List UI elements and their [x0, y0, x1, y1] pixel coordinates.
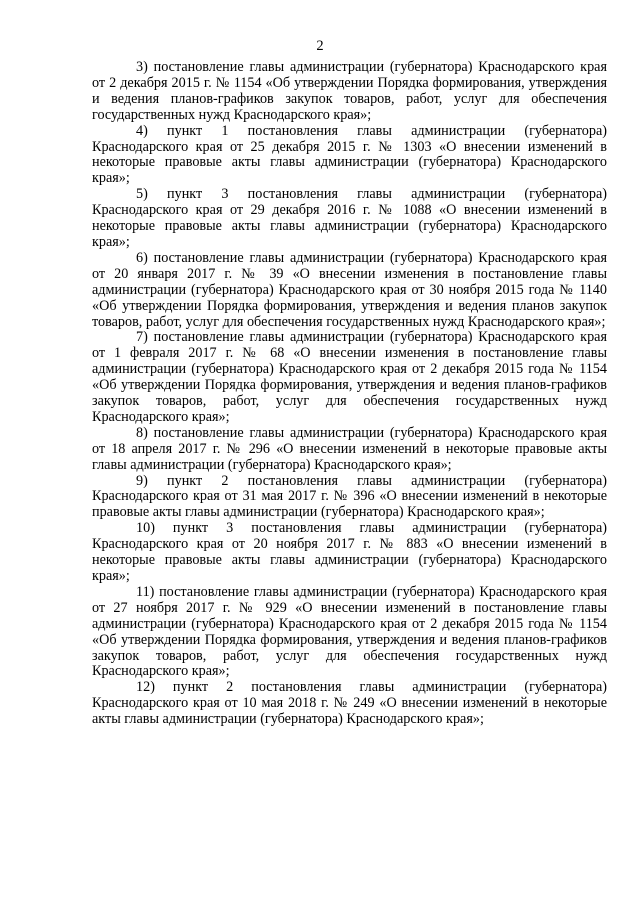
list-item: 11) постановление главы администрации (губернатора) Краснодарского края от 27 ноября 2017 г. № 929 «О внесении изменений в постановление главы администрации (губернатора) Краснодарского края от 2 декабря 2015 года № 1154 «Об утверждении Порядка формирования, утверждения и ведения планов-графиков закупок товаров, работ, услуг для обеспечения государственных нужд Краснодарского края»; — [92, 583, 607, 680]
document-body — [92, 60, 607, 728]
list-item: 3) постановление главы администрации (губернатора) Краснодарского края от 2 декабря 2015 г. № 1154 «Об утверждении Порядка формирования, утверждения и ведения планов-графиков закупок товаров, работ, услуг для обеспечения государственных нужд Краснодарского края»; — [92, 59, 607, 123]
list-item: 6) постановление главы администрации (губернатора) Краснодарского края от 20 января 2017 г. № 39 «О внесении изменения в постановление главы администрации (губернатора) Краснодарского края от 30 ноября 2015 года № 1140 «Об утверждении Порядка формирования, утверждения и ведения планов закупок товаров, работ, услуг для обеспечения государственных нужд Краснодарского края»; — [92, 249, 607, 330]
list-item: 5) пункт 3 постановления главы администрации (губернатора) Краснодарского края от 29 декабря 2016 г. № 1088 «О внесении изменений в некоторые правовые акты главы администрации (губернатора) Краснодарского края»; — [92, 186, 607, 250]
list-item: 9) пункт 2 постановления главы администрации (губернатора) Краснодарского края от 31 мая 2017 г. № 396 «О внесении изменений в некоторые правовые акты главы администрации (губернатора) Краснодарского края»; — [92, 472, 607, 521]
list-item: 8) постановление главы администрации (губернатора) Краснодарского края от 18 апреля 2017 г. № 296 «О внесении изменений в некоторые правовые акты главы администрации (губернатора) Краснодарского края»; — [92, 424, 607, 473]
list-item: 4) пункт 1 постановления главы администрации (губернатора) Краснодарского края от 25 декабря 2015 г. № 1303 «О внесении изменений в некоторые правовые акты главы администрации (губернатора) Краснодарского края»; — [92, 122, 607, 187]
list-item: 12) пункт 2 постановления главы администрации (губернатора) Краснодарского края от 10 мая 2018 г. № 249 «О внесении изменений в некоторые акты главы администрации (губернатора) Краснодарского края»; — [92, 679, 607, 728]
list-item: 7) постановление главы администрации (губернатора) Краснодарского края от 1 февраля 2017 г. № 68 «О внесении изменения в постановление главы администрации (губернатора) Краснодарского края от 2 декабря 2015 года № 1154 «Об утверждении Порядка формирования, утверждения и ведения планов-графиков закупок товаров, работ, услуг для обеспечения государственных нужд Краснодарского края»; — [92, 329, 607, 425]
list-item: 10) пункт 3 постановления главы администрации (губернатора) Краснодарского края от 20 ноября 2017 г. № 883 «О внесении изменений в некоторые правовые акты главы администрации (губернатора) Краснодарского края»; — [92, 520, 607, 584]
page-number: 2 — [316, 38, 324, 54]
